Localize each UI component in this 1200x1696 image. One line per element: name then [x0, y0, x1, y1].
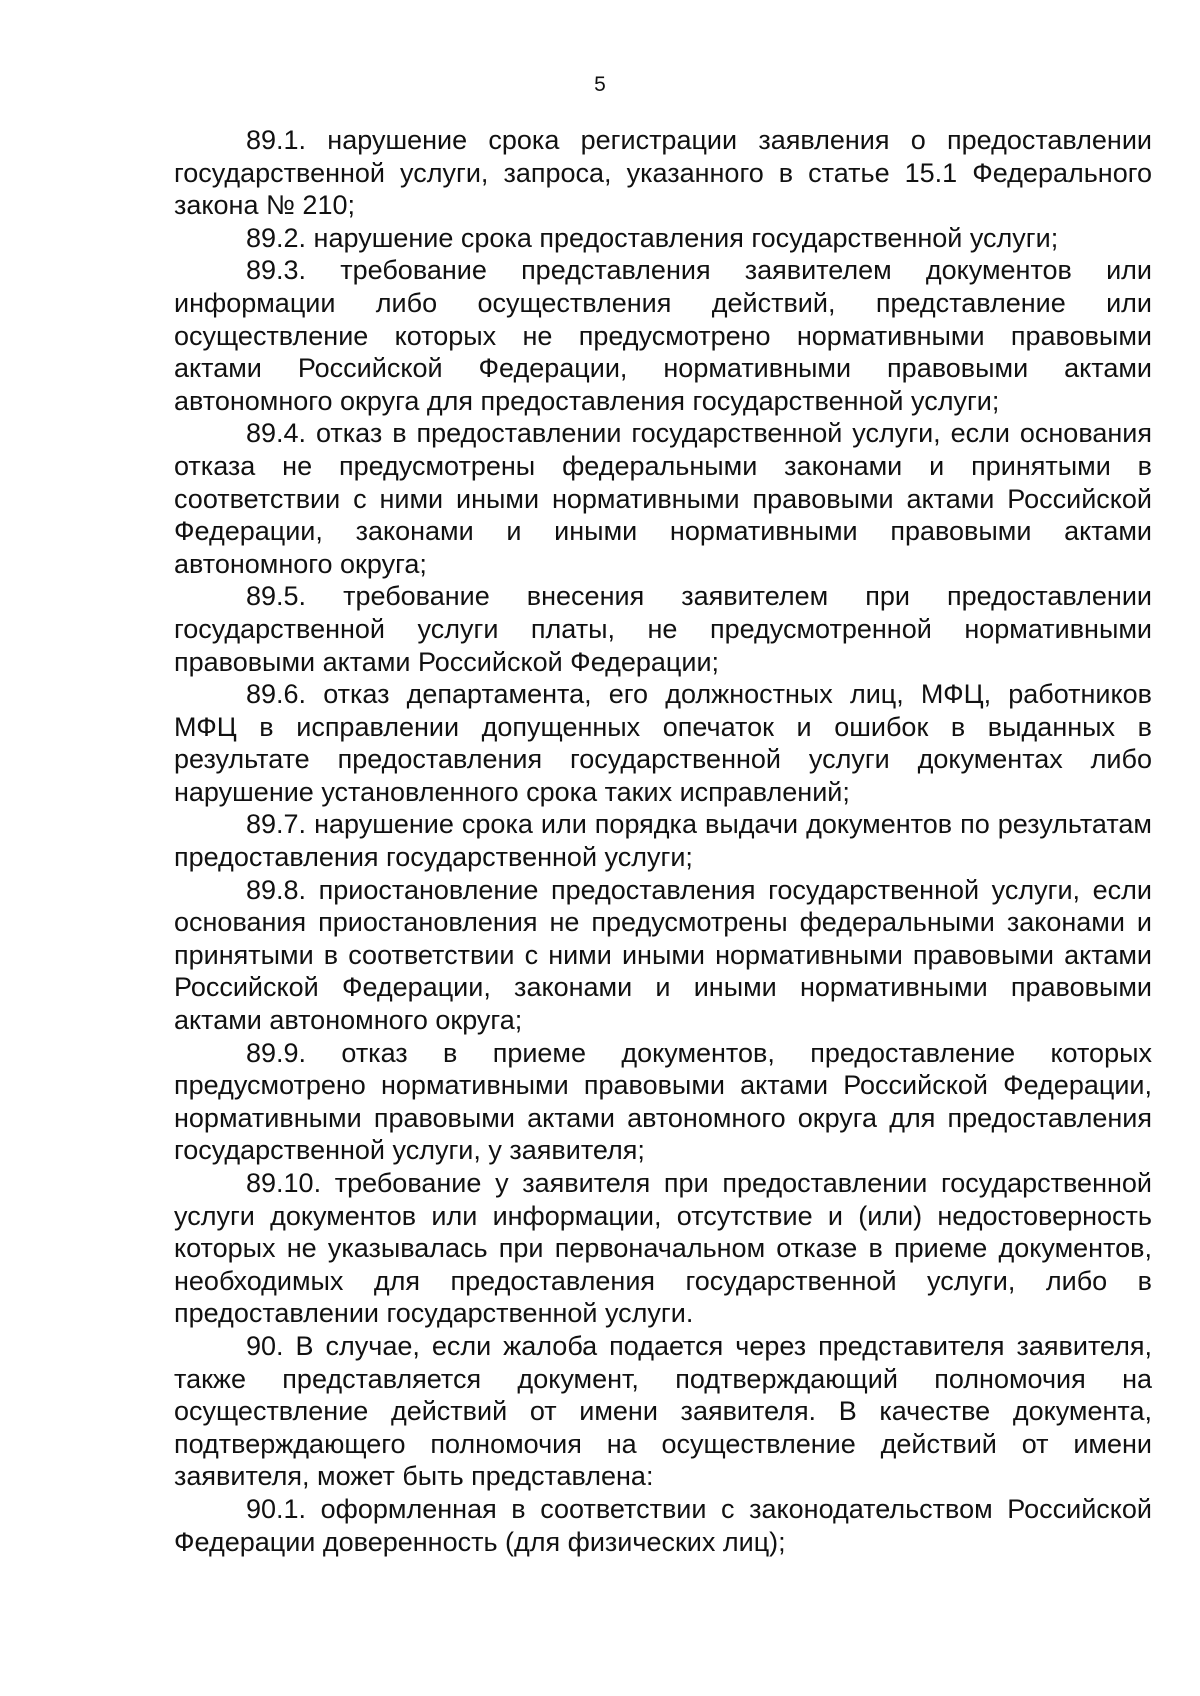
paragraph-89-9: 89.9. отказ в приеме документов, предоставление которых предусмотрено нормативными правовыми актами Российской Федерации, нормативными правовыми актами автономного округа для предоставления государственной услуги, у заявителя;: [174, 1037, 1152, 1166]
paragraph-89-7: 89.7. нарушение срока или порядка выдачи документов по результатам предоставления государственной услуги;: [174, 809, 1152, 873]
paragraph-89-8: 89.8. приостановление предоставления государственной услуги, если основания приостановления не предусмотрены федеральными законами и принятыми в соответствии с ними иными нормативными правовыми актами Российской Федерации, законами и иными нормативными правовыми актами автономного округа;: [174, 874, 1152, 1036]
paragraph-89-6: 89.6. отказ департамента, его должностных лиц, МФЦ, работников МФЦ в исправлении допущенных опечаток и ошибок в выданных в результате предоставления государственной услуги документах либо нарушение установленного срока таких исправлений;: [174, 679, 1152, 807]
paragraph-89-4: 89.4. отказ в предоставлении государственной услуги, если основания отказа не предусмотрены федеральными законами и принятыми в соответствии с ними иными нормативными правовыми актами Российской Федерации, законами и иными нормативными правовыми актами автономного округа;: [174, 418, 1152, 579]
paragraph-90-1: 90.1. оформленная в соответствии с законодательством Российской Федерации доверенность (для физических лиц);: [174, 1493, 1152, 1557]
paragraph-89-10: 89.10. требование у заявителя при предоставлении государственной услуги документов или информации, отсутствие и (или) недостоверность которых не указывалась при первоначальном отказе в приеме документов, необходимых для предоставления государственной услуги, либо в предоставлении государственной услуги.: [174, 1168, 1152, 1329]
paragraph-89-5: 89.5. требование внесения заявителем при предоставлении государственной услуги платы, не предусмотренной нормативными правовыми актами Российской Федерации;: [174, 581, 1152, 677]
paragraph-89-2: 89.2. нарушение срока предоставления государственной услуги;: [246, 222, 1059, 253]
page-number: 5: [594, 73, 606, 96]
paragraph-89-1: 89.1. нарушение срока регистрации заявления о предоставлении государственной услуги, запроса, указанного в статье 15.1 Федерального закона № 210;: [174, 125, 1152, 221]
paragraph-89-3: 89.3. требование представления заявителем документов или информации либо осуществления действий, представление или осуществление которых не предусмотрено нормативными правовыми актами Российской Федерации, нормативными правовыми актами автономного округа для предоставления государственной услуги;: [174, 255, 1152, 416]
paragraph-90: 90. В случае, если жалоба подается через представителя заявителя, также представляется документ, подтверждающий полномочия на осуществление действий от имени заявителя. В качестве документа, подтверждающего полномочия на осуществление действий от имени заявителя, может быть представлена:: [174, 1330, 1152, 1492]
document-body: [174, 124, 1152, 1558]
